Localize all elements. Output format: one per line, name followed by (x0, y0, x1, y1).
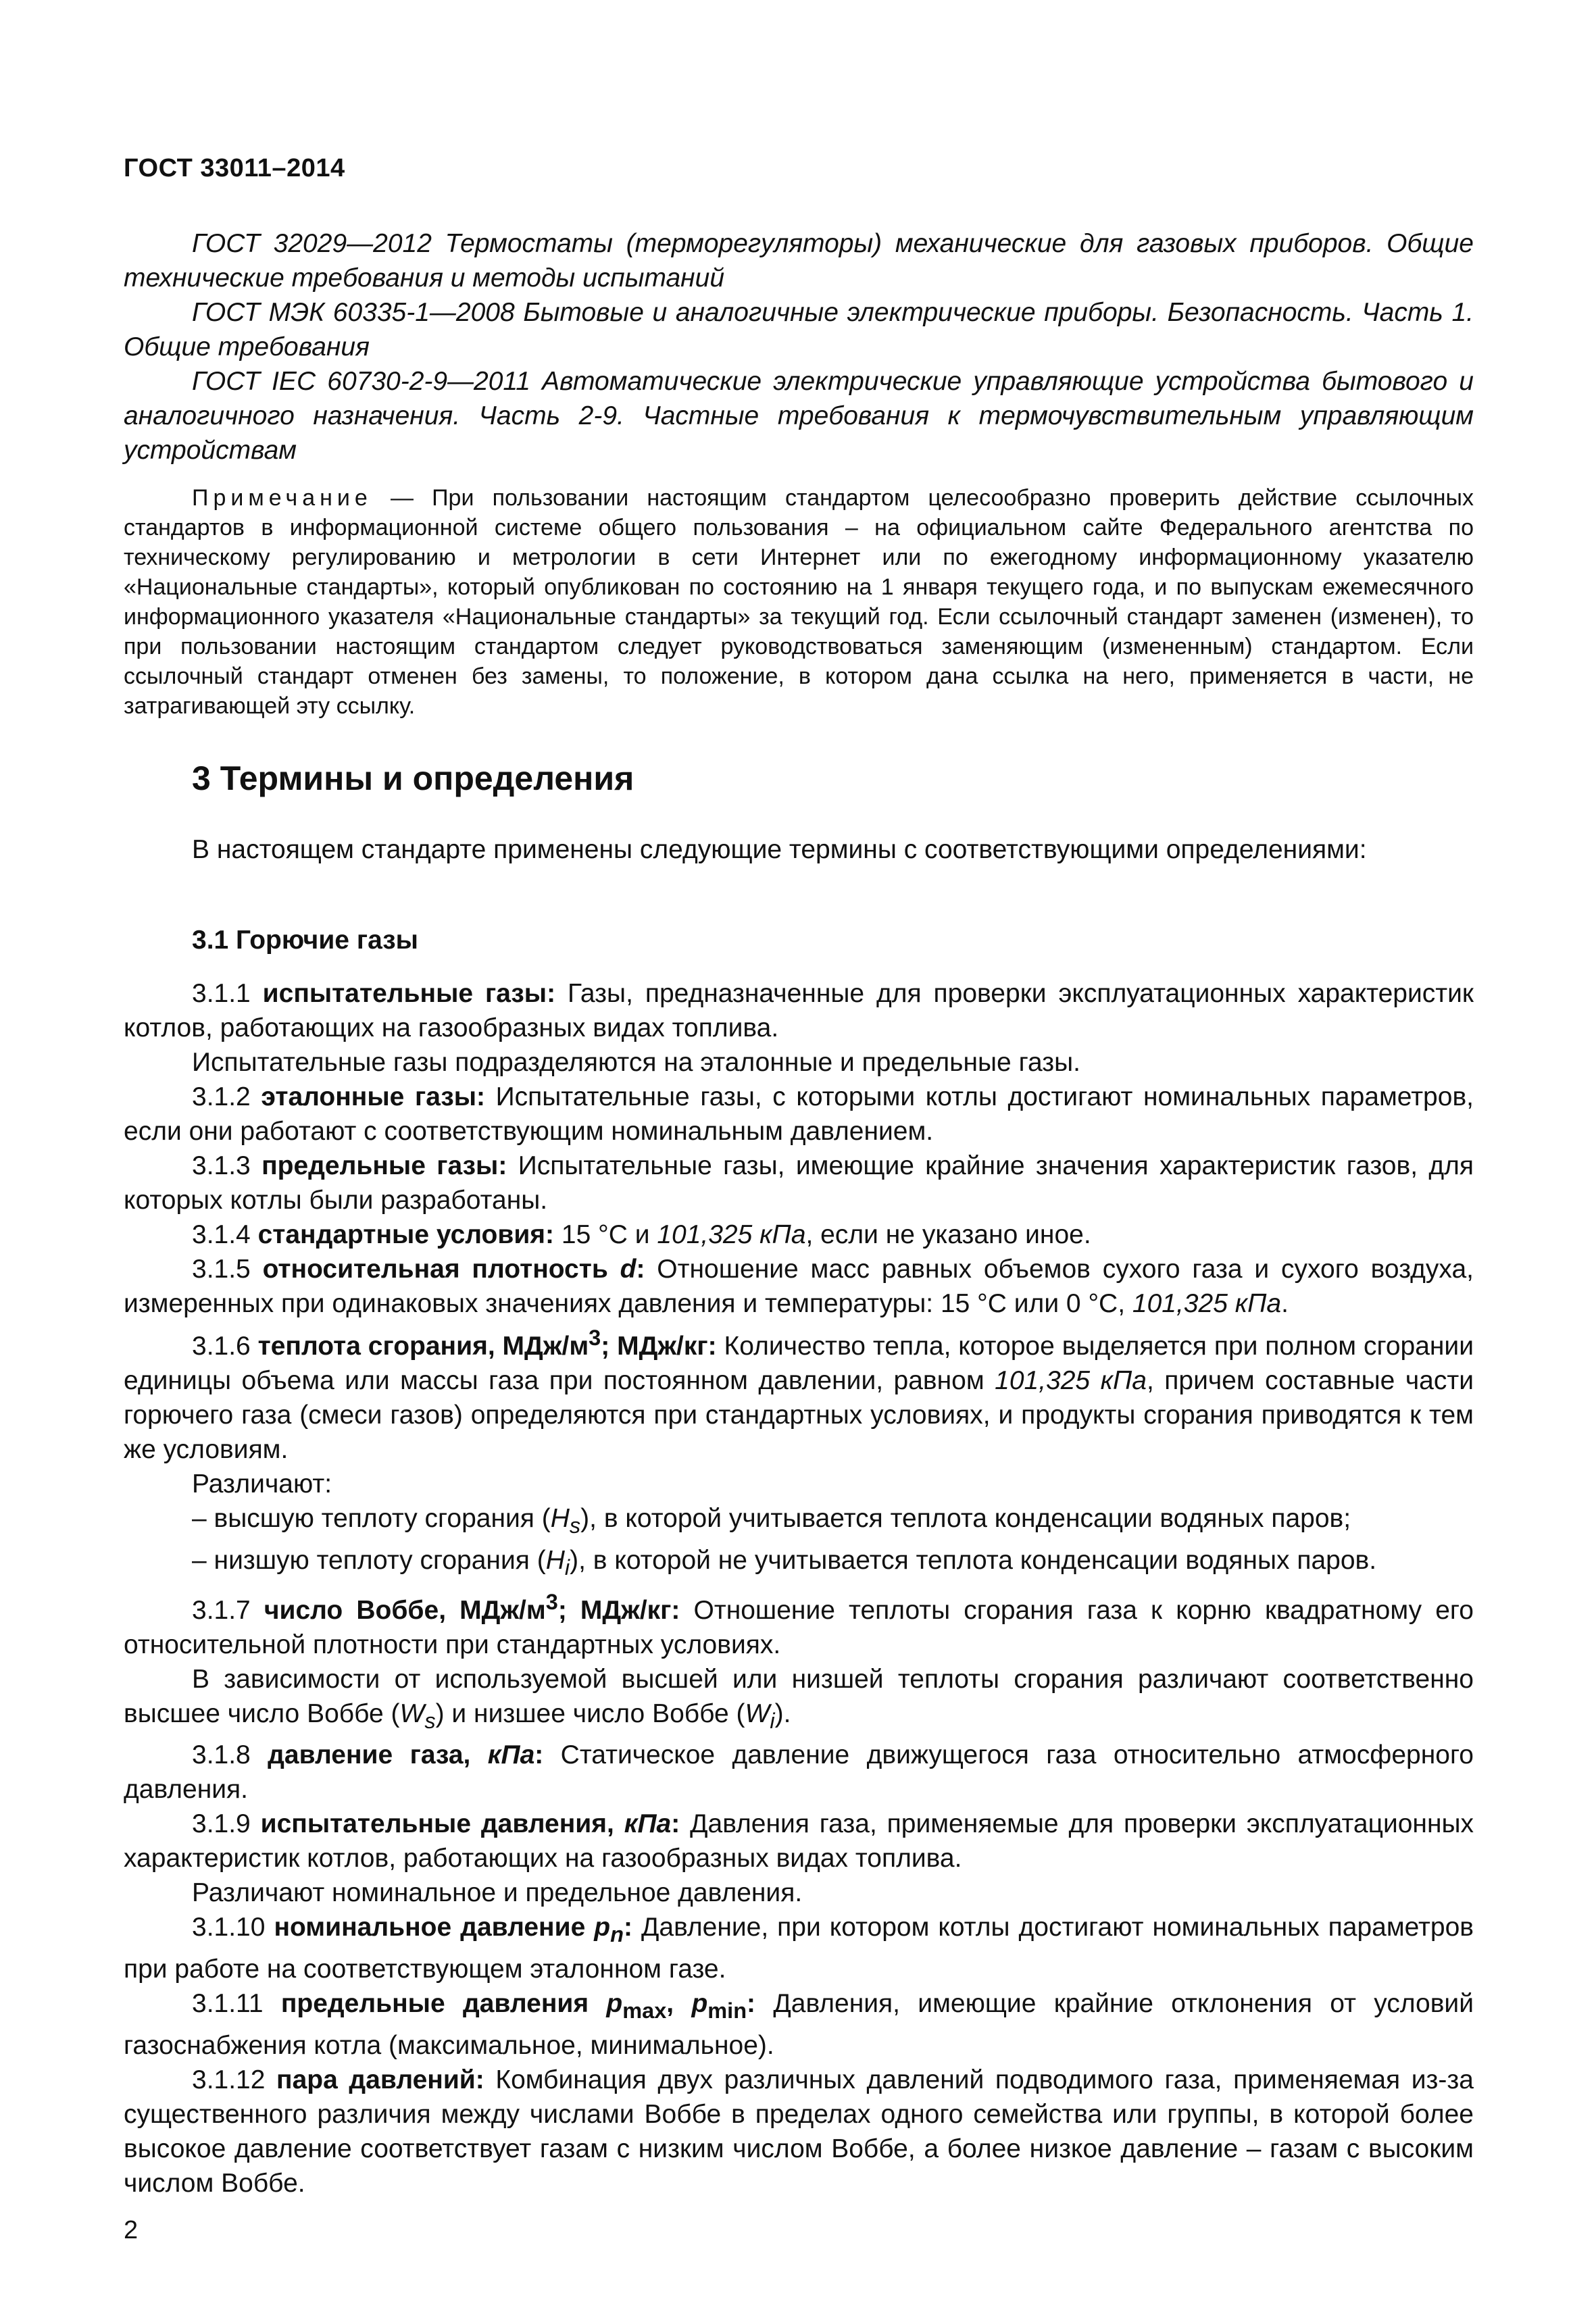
section-intro (124, 832, 1474, 867)
term-3-1-6-hs: – высшую теплоту сгорания $(H_s)$, в которой учитывается теплота конденсации водяных паров; (192, 1504, 1351, 1538)
term-3-1-5: 3.1.5 относительная плотность d: Отношение масс равных объемов сухого газа и сухого воздуха, измеренных при одинаковых значениях давления и температуры: 15 °C или 0 °C, 101,325 кПа. (124, 1255, 1474, 1318)
note-label: Примечание (192, 485, 372, 511)
note-block (124, 483, 1474, 721)
note-text: — При пользовании настоящим стандартом целесообразно проверить действие ссылочных стандартов в информационной системе общего пользования – на официальном сайте Федерального агентства по техническому регулированию и метрологии в сети Интернет или по ежегодному информационному указателю «Национальные стандарты», который опубликован по состоянию на 1 января текущего года, и по выпускам ежемесячного информационного указателя «Национальные стандарты» за текущий год. Если ссылочный стандарт заменен (изменен), то при пользовании настоящим стандартом следует руководствоваться заменяющим (измененным) стандартом. Если ссылочный стандарт отменен без замены, то положение, в котором дана ссылка на него, применяется в части, не затрагивающей эту ссылку. (124, 485, 1474, 719)
intro-text: В настоящем стандарте применены следующие термины с соответствующими определениями: (192, 835, 1367, 864)
term-3-1-12: 3.1.12 пара давлений: Комбинация двух различных давлений подводимого газа, применяемая из-за существенного различия между числами Воббе в пределах одного семейства или группы, в которой более высокое давление соответствует газам с низким числом Воббе, а более низкое давление – газам с высоким числом Воббе. (124, 2065, 1474, 2198)
term-3-1-1-extra: Испытательные газы подразделяются на эталонные и предельные газы. (192, 1048, 1080, 1077)
term-3-1-4: 3.1.4 стандартные условия: 15 °C и 101,325 кПа, если не указано иное. (192, 1220, 1091, 1249)
note-paragraph (124, 483, 1474, 721)
term-3-1-9-extra: Различают номинальное и предельное давления. (192, 1878, 803, 1908)
term-3-1-7: 3.1.7 число Воббе, МДж/$м^3$; МДж/кг: Отношение теплоты сгорания газа к корню квадратному его относительной плотности при стандартных условиях. (124, 1589, 1474, 1659)
reference-item: ГОСТ 32029—2012 Термостаты (терморегуляторы) механические для газовых приборов. Общие технические требования и методы испытаний (124, 229, 1474, 293)
doc-header: ГОСТ 33011–2014 (124, 154, 345, 182)
references-list (124, 226, 1474, 468)
subsection-title: 3.1 Горючие газы (192, 926, 418, 955)
term-3-1-3: 3.1.3 предельные газы: Испытательные газы, имеющие крайние значения характеристик газов, для которых котлы были разработаны. (124, 1151, 1474, 1215)
term-3-1-6-hi: – низшую теплоту сгорания $(H_i)$, в которой не учитывается теплота конденсации водяных паров. (192, 1545, 1377, 1580)
term-3-1-8: 3.1.8 давление газа, кПа: Статическое давление движущегося газа относительно атмосферного давления. (124, 1740, 1474, 1805)
reference-item: ГОСТ МЭК 60335-1—2008 Бытовые и аналогичные электрические приборы. Безопасность. Часть 1. Общие требования (124, 298, 1474, 361)
page-number: 2 (124, 2216, 139, 2244)
term-3-1-7-extra: В зависимости от используемой высшей или низшей теплоты сгорания различают соответственно высшее число Воббе $(W_s)$ и низшее число Воббе $(W_i)$. (124, 1664, 1474, 1733)
terms-list (124, 923, 1474, 2200)
section-title: 3 Термины и определения (192, 759, 634, 797)
term-3-1-6-distinguish: Различают: (192, 1469, 332, 1499)
reference-item: ГОСТ IEC 60730-2-9—2011 Автоматические электрические управляющие устройства бытового и аналогичного назначения. Часть 2-9. Частные требования к термочувствительным управляющим устройствам (124, 367, 1474, 465)
term-3-1-6: 3.1.6 теплота сгорания, МДж/$м^3$; МДж/кг: Количество тепла, которое выделяется при полном сгорании единицы объема или массы газа при постоянном давлении, равном 101,325 кПа, причем составные части горючего газа (смеси газов) определяются при стандартных условиях, и продукты сгорания приводятся к тем же условиям. (124, 1326, 1474, 1464)
term-3-1-11: 3.1.11 предельные давления $p_{max}$, $p_{min}$: Давления, имеющие крайние отклонения от условий газоснабжения котла (максимальное, минимальное). (124, 1989, 1474, 2060)
term-3-1-9: 3.1.9 испытательные давления, кПа: Давления газа, применяемые для проверки эксплуатационных характеристик котлов, работающих на газообразных видах топлива. (124, 1809, 1474, 1873)
term-3-1-2: 3.1.2 эталонные газы: Испытательные газы, с которыми котлы достигают номинальных параметров, если они работают с соответствующим номинальным давлением. (124, 1082, 1474, 1146)
term-3-1-10: 3.1.10 номинальное давление $p_n$: Давление, при котором котлы достигают номинальных параметров при работе на соответствующем эталонном газе. (124, 1913, 1474, 1984)
term-3-1-1: 3.1.1 испытательные газы: Газы, предназначенные для проверки эксплуатационных характеристик котлов, работающих на газообразных видах топлива. (124, 979, 1474, 1042)
